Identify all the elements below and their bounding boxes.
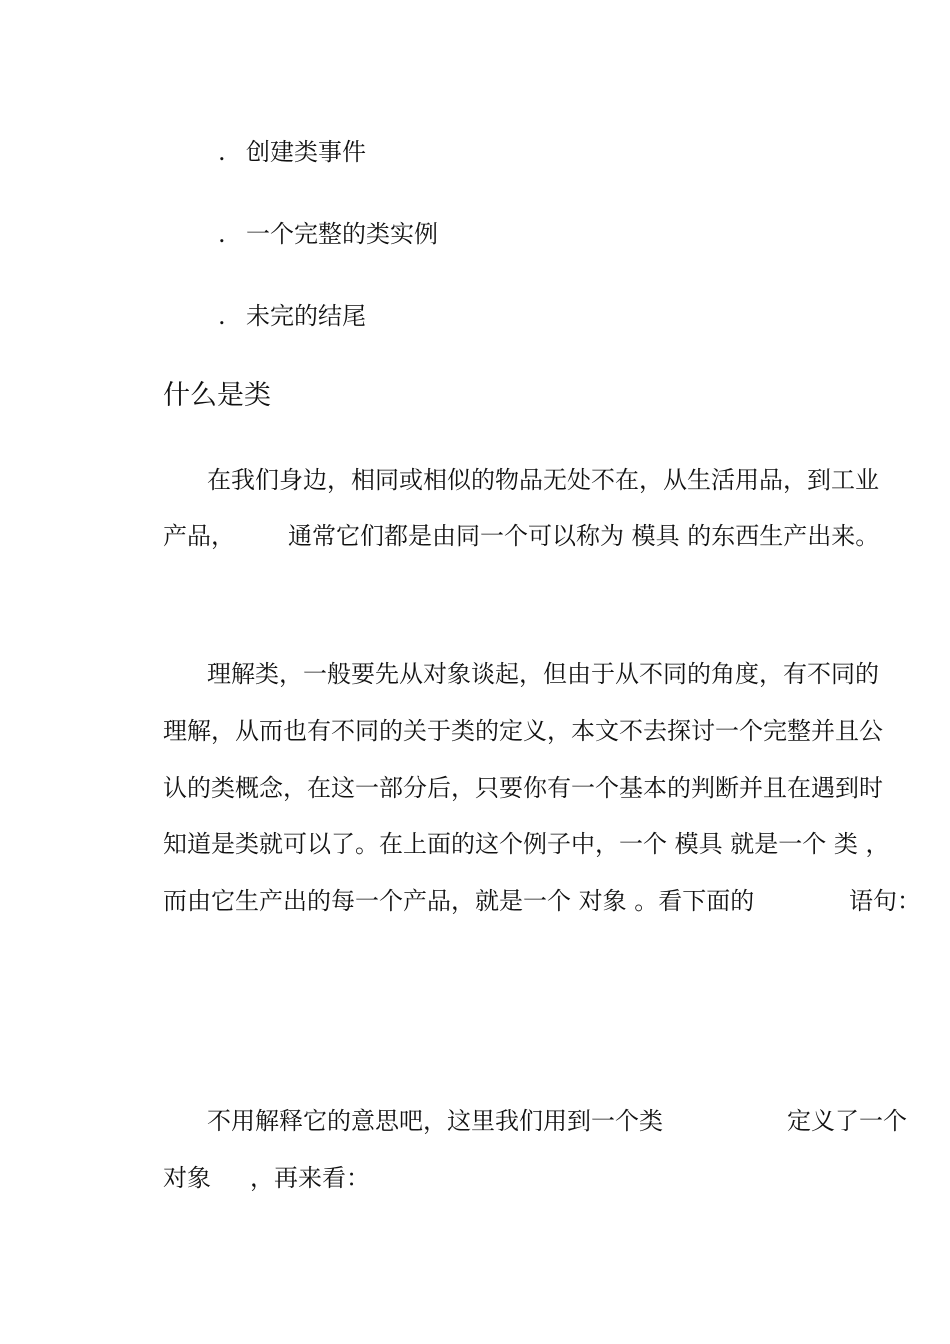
bullet-text: 一个完整的类实例 [246,220,438,248]
bullet-item-1 [218,137,366,167]
bullet-marker: . [218,302,226,330]
paragraph-2-line-5a: 而由它生产出的每一个产品，就是一个 对象 。看下面的 [163,887,755,915]
bullet-text: 未完的结尾 [246,302,366,330]
paragraph-3-line-2a: 对象 [163,1164,211,1192]
paragraph-3-line-1a: 不用解释它的意思吧，这里我们用到一个类 [207,1107,663,1135]
paragraph-2-line-4: 知道是类就可以了。在上面的这个例子中，一个 模具 就是一个 类 ， [163,830,890,858]
bullet-item-3 [218,301,366,331]
paragraph-1-line-2b: 通常它们都是由同一个可以称为 模具 的东西生产出来。 [288,522,880,550]
paragraph-2-line-5b: 语句： [849,887,921,915]
bullet-item-2 [218,219,438,249]
section-heading: 什么是类 [163,380,271,411]
paragraph-1-line-2a: 产品， [163,522,235,550]
bullet-marker: . [218,220,226,248]
paragraph-1-line-1: 在我们身边，相同或相似的物品无处不在，从生活用品，到工业 [207,466,879,494]
bullet-text: 创建类事件 [246,138,366,166]
paragraph-2-line-2: 理解，从而也有不同的关于类的定义，本文不去探讨一个完整并且公 [163,717,883,745]
paragraph-3-line-2b: ，再来看： [250,1164,370,1192]
paragraph-2-line-3: 认的类概念，在这一部分后，只要你有一个基本的判断并且在遇到时 [163,774,883,802]
bullet-marker: . [218,138,226,166]
paragraph-3-line-1b: 定义了一个 [787,1107,907,1135]
paragraph-2-line-1: 理解类，一般要先从对象谈起，但由于从不同的角度，有不同的 [207,660,879,688]
